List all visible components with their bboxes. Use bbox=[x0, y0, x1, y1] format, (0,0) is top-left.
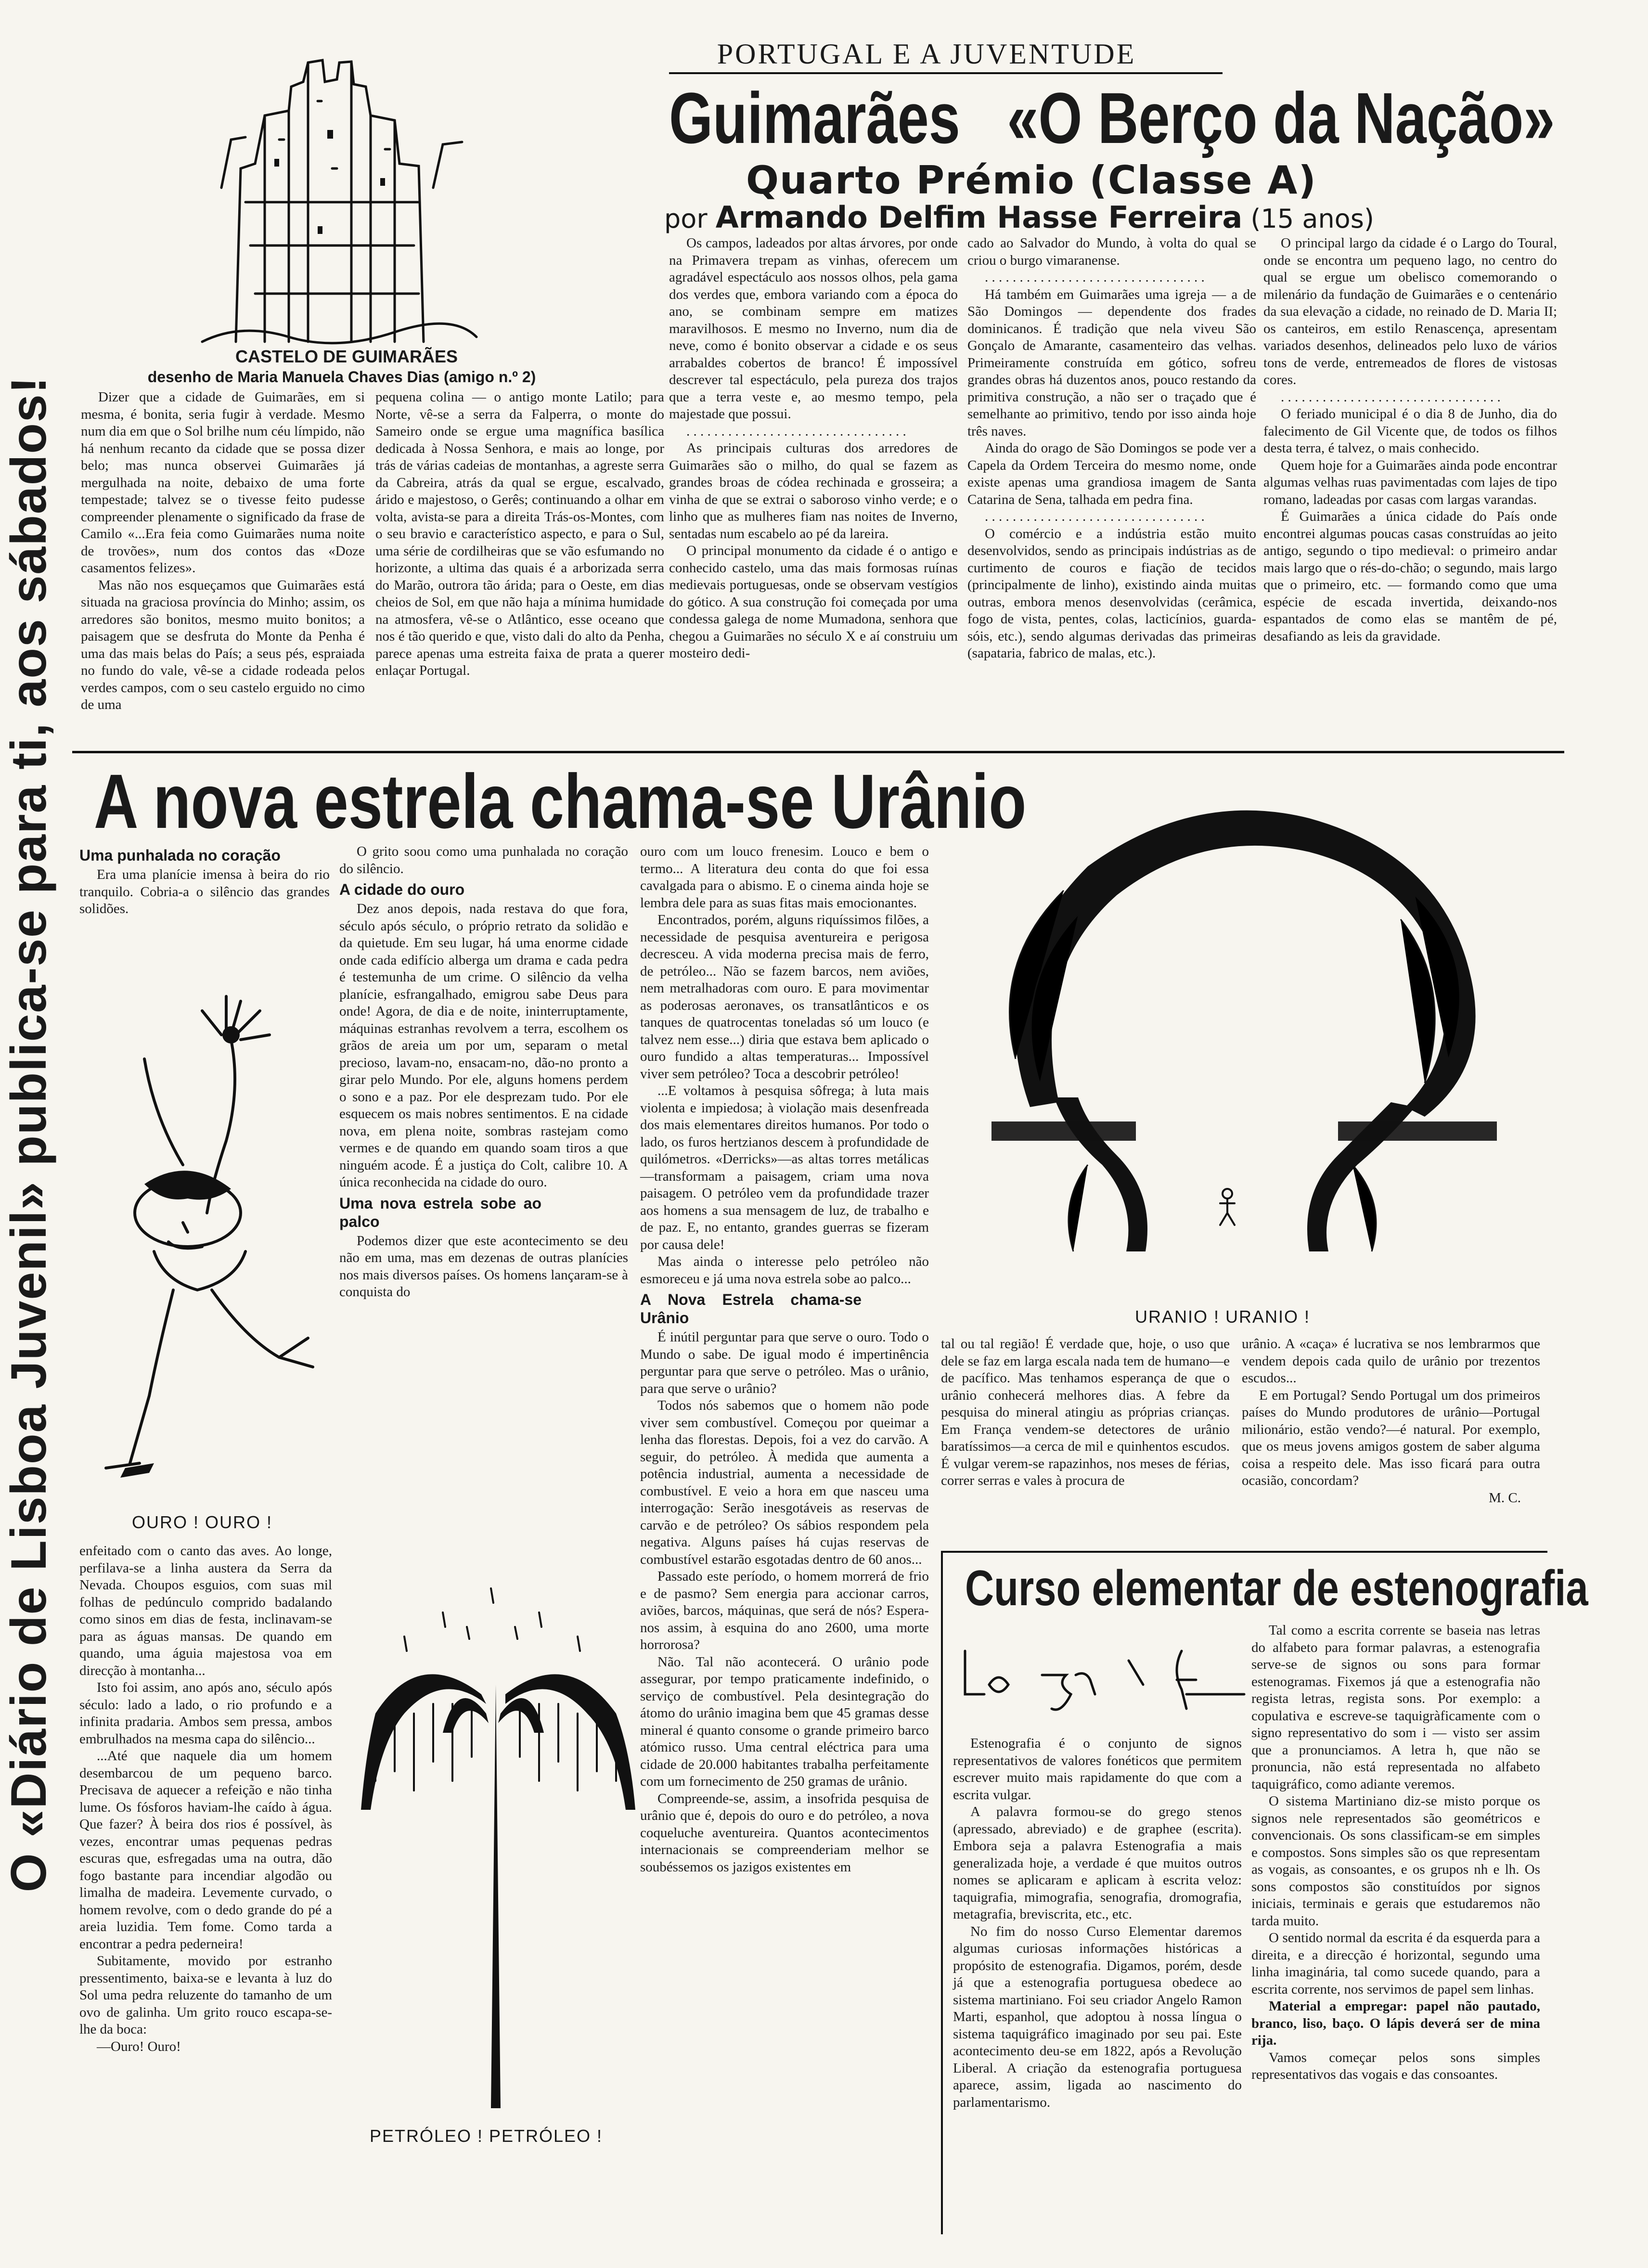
sidebar-vertical-banner: O «Diário de Lisboa Juvenil» publica-se para ti, aos sábados! bbox=[1, 375, 57, 1893]
guimaraes-col-4 bbox=[967, 235, 1256, 662]
paragraph: Mas ainda o interesse pelo petróleo não esmoreceu e já uma nova estrela sobe ao palco... bbox=[640, 1254, 929, 1287]
paragraph: Todos nós sabemos que o homem não pode viver sem combustível. Começou por queimar a lenha das florestas. Depois, foi a vez do carvão. A seguir, do petróleo. À medida que aumenta a potência industrial, aumenta a necessidade de combustível. E veio a hora em que nasceu uma interrogação: Serão inesgotáveis as reservas de carvão e de petróleo? Os sábios respondem pela negativa. Alguns países há cujas reservas de combustível estarão esgotadas dentro de 60 anos... bbox=[640, 1398, 929, 1567]
subheading-cidade-ouro: A cidade do ouro bbox=[339, 881, 465, 898]
paragraph: Subitamente, movido por estranho pressentimento, baixa-se e levanta à luz do Sol uma pedra reluzente do tamanho de um ovo de galinha. Um grito rouco escapa-se-lhe da boca: bbox=[79, 1953, 332, 2037]
paragraph: . . . . . . . . . . . . . . . . . . . . . . . . . . . . . . . . bbox=[985, 270, 1205, 285]
paragraph: E em Portugal? Sendo Portugal um dos primeiros países do Mundo produtores de urânio—Portugal milionário, estão vendo?—é natural. Por exemplo, que os meus jovens amigos gostem de saber alguma coisa a respeito dele. Mas isso ficará para outra ocasião, concordam? bbox=[1242, 1387, 1540, 1488]
paragraph: Tal como a escrita corrente se baseia nas letras do alfabeto para formar palavras, a estenografia serve-se de signos ou sons para formar estenogramas. Fixemos já que a estenografia não regista letras, regista sons. Por exemplo: a copulativa e escreve-se taquigràficamente com o signo representativo do som i — visto ser assim que a pronunciamos. A letra h, que não se pronuncia, não está representada no alfabeto taquigráfico, como adiante veremos. bbox=[1251, 1623, 1540, 1792]
paragraph: O comércio e a indústria estão muito desenvolvidos, sendo as principais indústrias as de curtimento de couros e fiação de tecidos (principalmente de linho), existindo ainda muitas outras, embora menos desenvolvidas (cerâmica, fogo de vista, pentes, colas, lacticínios, guarda-sóis, etc.), sendo algumas derivadas das primeiras (sapataria, fabrico de malas, etc.). bbox=[967, 526, 1256, 661]
paragraph: Material a empregar: papel não pautado, branco, liso, baço. O lápis deverá ser de mina rija. bbox=[1251, 1998, 1540, 2048]
uranio-col-2 bbox=[339, 843, 628, 1301]
curso-title: Curso elementar de estenografia bbox=[965, 1560, 1588, 1616]
uranio-col-4 bbox=[941, 1336, 1230, 1490]
paragraph: Não. Tal não acontecerá. O urânio pode assegurar, por tempo praticamente indefinido, o serviço de combustível. Pela desintegração do átomo do urânio imagina bem que 45 gramas desse mineral é quanto consome o grande primeiro barco atómico russo. Uma central eléctrica para uma cidade de 20.000 habitantes trabalha perfeitamente com um fornecimento de 250 gramas de urânio. bbox=[640, 1654, 929, 1789]
curso-col-b bbox=[1251, 1622, 1540, 2084]
paragraph: Vamos começar pelos sons simples representativos das vogais e das consoantes. bbox=[1251, 2049, 1540, 2082]
prize-label: Quarto Prémio (Classe A) bbox=[746, 158, 1317, 203]
paragraph: urânio. A «caça» é lucrativa se nos lembrarmos que vendem depois cada quilo de urânio por trezentos escudos... bbox=[1242, 1336, 1540, 1386]
article-divider bbox=[72, 751, 1564, 753]
paragraph: enfeitado com o canto das aves. Ao longe, perfilava-se a linha austera da Serra da Nevada. Choupos esguios, com suas mil folhas de pedúnculo comprido badalando como sinos em dias de festa, inclinavam-se para as águas mansas. De quando em quando, uma águia majestosa voa em direcção à montanha... bbox=[79, 1543, 332, 1678]
byline bbox=[664, 202, 1555, 234]
byline-por: por bbox=[664, 204, 708, 234]
paragraph: O sistema Martiniano diz-se misto porque os signos nele representados são geométricos e convencionais. Os sons classificam-se em simples e compostos. Sons simples são os que representam as vogais, as consoantes, e os grupos nh e lh. Os sons compostos são constituídos por signos iniciais, terminais e gerais que estudaremos não tarda muito. bbox=[1251, 1793, 1540, 1929]
header-rule bbox=[669, 72, 1223, 74]
uranium-omega-illustration bbox=[943, 770, 1559, 1324]
paragraph: As principais culturas dos arredores de Guimarães são o milho, do qual se fazem as grandes broas de códea rechinada e grosseira; a vinha de que se extrai o saboroso vinho verde; e o linho que as mulheres fiam nas noites de Inverno, sentadas num escabelo ao pé da lareira. bbox=[669, 440, 958, 541]
paragraph: Dizer que a cidade de Guimarães, em si mesma, é bonita, seria fugir à verdade. Mesmo num dia em que o Sol brilhe num céu límpido, não há nenhum recanto da cidade que se possa dizer belo; mas nunca observei Guimarães já mergulhada na noite, debaixo de uma forte tempestade; talvez se o tivesse feito pudesse compreender plenamente o significado da frase de Camilo «...Era feia como Guimarães numa noite de trovões», num dos contos das «Doze casamentos felizes». bbox=[81, 389, 365, 576]
paragraph: Podemos dizer que este acontecimento se deu não em uma, mas em dezenas de outras planícies nos mais diversos países. Os homens lançaram-se à conquista do bbox=[339, 1233, 628, 1300]
curso-top-rule bbox=[941, 1551, 1547, 1553]
paragraph: Era uma planície imensa à beira do rio tranquilo. Cobria-a o silêncio das grandes solidões. bbox=[79, 867, 330, 916]
signature: M. C. bbox=[1489, 1490, 1521, 1506]
paragraph: —Ouro! Ouro! bbox=[97, 2038, 181, 2054]
subheading-nova-estrela-uranio: A Nova Estrela chama-se Urânio bbox=[640, 1291, 862, 1327]
guimaraes-col-2 bbox=[375, 389, 664, 680]
paragraph: Passado este período, o homem morrerá de frio e de pasmo? Sem energia para accionar carros, aviões, barcos, máquinas, que será de nós? Espera-nos assim, à esquina do ano 2600, uma morte horrorosa? bbox=[640, 1569, 929, 1652]
paragraph: É inútil perguntar para que serve o ouro. Todo o Mundo o sabe. De igual modo é impertinência perguntar para que serve o petróleo. Mas o urânio, para que serve o urânio? bbox=[640, 1329, 929, 1396]
paragraph: ouro com um louco frenesim. Louco e bem o termo... A literatura deu conta do que foi essa cavalgada para o abismo. E o cinema ainda hoje se lembra dele para as suas fitas mais emocionantes. bbox=[640, 844, 929, 911]
paragraph: É Guimarães a única cidade do País onde encontrei algumas poucas casas construídas ao jeito antigo, segundo o tipo medieval: o primeiro andar mais largo que o rés-do-chão; o segundo, mais largo que o primeiro, etc. — formando como que uma espécie de escada invertida, deixando-nos espantados de como elas se mantêm de pé, desafiando as leis da gravidade. bbox=[1263, 509, 1557, 644]
paragraph: Encontrados, porém, alguns riquíssimos filões, a necessidade de pesquisa aventureira e perigosa decresceu. A vida moderna precisa mais de ferro, de petróleo... Não se fazem barcos, nem aviões, nem metralhadoras com ouro. E para movimentar as poderosas aeronaves, os transatlânticos e os tanques de quatrocentas toneladas só um louco (e talvez nem esse...) diria que estava bem aplicado o ouro fundido a altas temperaturas... Impossível viver sem petróleo? Toca a descobrir petróleo! bbox=[640, 912, 929, 1082]
castle-caption-title: CASTELO DE GUIMARÃES bbox=[235, 347, 458, 366]
paragraph: No fim do nosso Curso Elementar daremos algumas curiosas informações históricas a propósito de estenografia. Digamos, porém, desde já que a estenografia portuguesa obedece ao sistema martiniano. Foi seu criador Angelo Ramon Marti, espanhol, que adoptou à nossa língua o sistema taquigráfico imaginado por seu pai. Este acontecimento deu-se em 1822, após a Revolução Liberal. A criação da estenografia portuguesa aparece, assim, ligada ao nascimento do parlamentarismo. bbox=[953, 1923, 1242, 2110]
curso-left-rule bbox=[941, 1551, 943, 2234]
uranio-col-3 bbox=[640, 843, 929, 1876]
byline-name: Armando Delfim Hasse Ferreira bbox=[715, 200, 1243, 235]
paragraph: O feriado municipal é o dia 8 de Junho, dia do falecimento de Gil Vicente que, de todos os filhos desta terra, é talvez, o mais conhecido. bbox=[1263, 406, 1557, 456]
uranio-col-1-bottom bbox=[79, 1543, 332, 2055]
uranio-title: A nova estrela chama-se Urânio bbox=[94, 758, 1027, 844]
caption-petroleo: PETRÓLEO ! PETRÓLEO ! bbox=[369, 2126, 603, 2146]
paragraph: Compreende-se, assim, a insofrida pesquisa de urânio que é, depois do ouro e do petróleo, a nova coqueluche aventureira. Quantos acontecimentos internacionais se compreenderiam melhor se soubéssemos os jazigos existentes em bbox=[640, 1791, 929, 1875]
article-title: Guimarães «O Berço da Nação» bbox=[669, 77, 1555, 158]
paragraph: . . . . . . . . . . . . . . . . . . . . . . . . . . . . . . . . bbox=[985, 509, 1205, 524]
paragraph: Os campos, ladeados por altas árvores, por onde na Primavera trepam as vinhas, oferecem um agradável espectáculo aos nossos olhos, pela gama dos verdes que, embora variando com a época do ano, se combinam sempre em matizes maravilhosos. E mesmo no Inverno, num dia de neve, como é bonito observar a cidade e os seus arrabaldes cobertos de branco! É impossível descrever tal espectáculo, pela pureza dos trajos que a terra veste e, ao mesmo tempo, pela majestade que possui. bbox=[669, 235, 958, 422]
paragraph: Estenografia é o conjunto de signos representativos de valores fonéticos que permitem escrever muito mais rapidamente do que com a escrita vulgar. bbox=[953, 1736, 1242, 1803]
subheading-nova-estrela: Uma nova estrela sobe ao palco bbox=[339, 1194, 541, 1230]
byline-age: (15 anos) bbox=[1250, 204, 1374, 234]
castle-illustration bbox=[193, 43, 481, 351]
guimaraes-col-5 bbox=[1263, 235, 1557, 645]
paragraph: Quem hoje for a Guimarães ainda pode encontrar algumas velhas ruas pavimentadas com lajes de tipo romano, ladeadas por casas com largas varandas. bbox=[1263, 457, 1557, 507]
paragraph: ...Até que naquele dia um homem desembarcou de um pequeno barco. Precisava de aquecer a refeição e não tinha lume. Os fósforos haviam-lhe caído à água. Que fazer? À beira dos rios é possível, às vezes, encontrar umas pequenas pedras escuras que, esfregadas uma na outra, dão fogo bastante para incendiar algodão ou limalha de madeira. Levemente curvado, o homem revolve, com o dedo grande do pé a areia luzidia. Tem fome. Como tarda a encontrar a pedra pederneira! bbox=[79, 1748, 332, 1952]
paragraph: cado ao Salvador do Mundo, à volta do qual se criou o burgo vimaranense. bbox=[967, 235, 1256, 268]
caption-uranio: URANIO ! URANIO ! bbox=[1134, 1307, 1311, 1327]
paragraph: Dez anos depois, nada restava do que fora, século após século, o próprio retrato da solidão e da quietude. Em seu lugar, há uma enorme cidade onde cada edifício alberga um drama e cada pedra é testemunha de um crime. O silêncio da velha planície, esfrangalhado, emigrou sabe Deus para onde! Agora, de dia e de noite, ininterruptamente, máquinas estranhas revolvem a terra, escolhem os grãos de areia um por um, separam o metal precioso, lavam-no, ensacam-no, dão-no pronto a girar pelo Mundo. Por ele, alguns homens perdem o sono e a paz. Por ele desprezam tudo. Por ele esquecem os mais nobres sentimentos. E na cidade nova, em plena noite, sombras rastejam como vermes e de quando em quando soam tiros a que ninguém acode. É a justiça do Colt, calibre 10. A única reconhecida na cidade do ouro. bbox=[339, 901, 628, 1190]
gold-miner-illustration bbox=[87, 915, 327, 1502]
paragraph: . . . . . . . . . . . . . . . . . . . . . . . . . . . . . . . . bbox=[686, 423, 906, 439]
paragraph: . . . . . . . . . . . . . . . . . . . . . . . . . . . . . . . . bbox=[1281, 389, 1501, 405]
paragraph: pequena colina — o antigo monte Latilo; para Norte, vê-se a serra da Falperra, o monte do Sameiro onde se ergue uma magnífica basílica dedicada à Nossa Senhora, e mais ao longe, por trás de várias cadeias de montanhas, a agreste serra da Cabreira, atrás da qual se ergue, escalvado, árido e majestoso, o Gerês; continuando a olhar em volta, avista-se para a direita Trás-os-Montes, com o seu bravio e característico aspecto, e para o Sul, uma série de cordilheiras que se vão esfumando no horizonte, a ultima das quais é a arborizada serra do Marão, outrora tão árida; para o Oeste, em dias cheios de Sol, em que não haja a mínima humidade na atmosfera, vê-se o Atlântico, esse oceano que nos é tão querido e que, visto dali do alto da Penha, parece apenas uma estreita faixa de prata a querer enlaçar Portugal. bbox=[375, 389, 664, 678]
guimaraes-col-1 bbox=[81, 389, 365, 714]
curso-col-a bbox=[953, 1735, 1242, 2111]
paragraph: Mas não nos esqueçamos que Guimarães está situada na graciosa província do Minho; assim, os arredores são bonitos, mesmo muito bonitos; a paisagem que se desfruta do Monte da Penha é uma das mais belas do País; a seus pés, espraiada no fundo do vale, vê-se a cidade rodeada pelos verdes campos, com o seu castelo erguido no cimo de uma bbox=[81, 577, 365, 712]
paragraph: O principal largo da cidade é o Largo do Toural, onde se encontra um pequeno lago, no centro do qual se ergue um obelisco comemorando o milenário da fundação de Guimarães e o centenário da sua elevação a cidade, no reinado de D. Maria II; os canteiros, em estilo Renascença, apresentam variados desenhos, delineados pelo luxo de vários tons de verde, entremeados de flores de vistosas cores. bbox=[1263, 235, 1557, 387]
paragraph: O principal monumento da cidade é o antigo e conhecido castelo, uma das mais formosas ruínas medievais portuguesas, onde se observam vestígios do gótico. A sua construção foi começada por uma condessa galega de nome Mumadona, senhora que chegou a Guimarães no século X e aí construiu um mosteiro dedi- bbox=[669, 543, 958, 661]
guimaraes-col-3 bbox=[669, 235, 958, 662]
paragraph: O sentido normal da escrita é da esquerda para a direita, e a direcção é horizontal, segundo uma linha imaginária, tal como sucede quando, para a escrita corrente, nos servimos de papel sem linhas. bbox=[1251, 1930, 1540, 1997]
paragraph: Isto foi assim, ano após ano, século após século: lado a lado, o rio profundo e a infinita pradaria. Ambos sem pressa, ambos embrulhados na mesma capa do silêncio... bbox=[79, 1680, 332, 1747]
paragraph: Ainda do orago de São Domingos se pode ver a Capela da Ordem Terceira do mesmo nome, onde existe apenas uma grandiosa imagem de Santa Catarina de Sena, talhada em pedra fina. bbox=[967, 440, 1256, 507]
paragraph: O grito soou como uma punhalada no coração do silêncio. bbox=[339, 844, 628, 876]
paragraph: A palavra formou-se do grego stenos (apressado, abreviado) e de graphee (escrita). Embora seja a palavra Estenografia a mais generalizada hoje, a verdade é que muitos outros nomes se aplicaram e aplicam à escrita veloz: taquigrafia, mimografia, senografia, dromografia, metagrafia, breviscrita, etc., etc. bbox=[953, 1804, 1242, 1922]
paragraph: Há também em Guimarães uma igreja — a de São Domingos — dependente dos frades dominicanos. É tradição que nela viveu São Gonçalo de Amarante, casamenteiro das velhas. Primeiramente construída em gótico, sofreu grandes obras há duzentos anos, pouco restando da primitiva construção, a não ser o traçado que é semelhante ao primitivo, tendo por isso ainda hoje três naves. bbox=[967, 286, 1256, 439]
subheading-punhalada: Uma punhalada no coração bbox=[79, 847, 281, 864]
oil-gusher-illustration bbox=[347, 1444, 645, 2118]
shorthand-sample-illustration bbox=[955, 1641, 1254, 1718]
uranio-col-1-top bbox=[79, 843, 330, 918]
castle-caption-credit: desenho de Maria Manuela Chaves Dias (amigo n.º 2) bbox=[147, 368, 536, 386]
uranio-col-5 bbox=[1242, 1336, 1540, 1507]
caption-ouro: OURO ! OURO ! bbox=[131, 1512, 272, 1532]
paragraph: tal ou tal região! É verdade que, hoje, o uso que dele se faz em larga escala nada tem de humano—e de pacífico. Mas tenhamos esperança de que o urânio conhecerá melhores dias. A febre da pesquisa do mineral atingiu as próprias crianças. Em França vendem-se detectores de urânio baratíssimos—a cerca de mil e quinhentos escudos. É vulgar verem-se rapazinhos, nos meses de férias, correr serras e vales à procura de bbox=[941, 1336, 1230, 1488]
section-header: PORTUGAL E A JUVENTUDE bbox=[717, 38, 1136, 70]
paragraph: ...E voltamos à pesquisa sôfrega; à luta mais violenta e impiedosa; à violação mais desenfreada dos mais elementares direitos humanos. Por todo o lado, os furos hertzianos descem à profundidade de quilómetros. «Derricks»—as altas torres metálicas—transformam a paisagem, criam uma nova paisagem. O petróleo vem da profundidade trazer aos homens a sua mensagem de luz, de trabalho e de paz. E, no entanto, grandes guerras se fizeram por causa dele! bbox=[640, 1083, 929, 1252]
